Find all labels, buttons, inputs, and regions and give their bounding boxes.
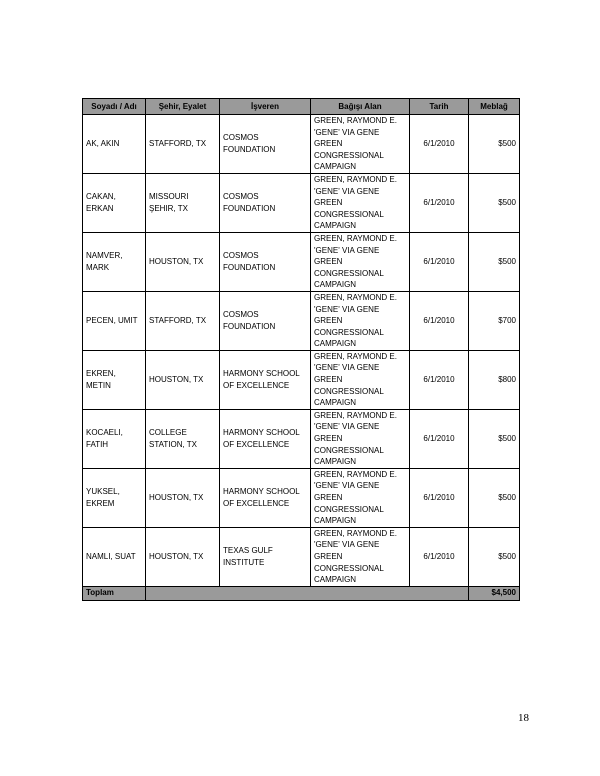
header-date: Tarih — [410, 99, 469, 115]
cell-amount: $500 — [469, 115, 520, 174]
cell-date: 6/1/2010 — [410, 409, 469, 468]
cell-name: EKREN, METIN — [83, 350, 146, 409]
cell-employer: COSMOS FOUNDATION — [220, 115, 311, 174]
header-amount: Meblağ — [469, 99, 520, 115]
cell-recipient: GREEN, RAYMOND E. 'GENE' VIA GENE GREEN CONGRESSIONAL CAMPAIGN — [311, 173, 410, 232]
cell-recipient: GREEN, RAYMOND E. 'GENE' VIA GENE GREEN CONGRESSIONAL CAMPAIGN — [311, 291, 410, 350]
cell-amount: $500 — [469, 468, 520, 527]
total-label: Toplam — [83, 586, 146, 600]
cell-city: COLLEGE STATION, TX — [146, 409, 220, 468]
cell-city: HOUSTON, TX — [146, 232, 220, 291]
cell-amount: $700 — [469, 291, 520, 350]
cell-name: YUKSEL, EKREM — [83, 468, 146, 527]
cell-recipient: GREEN, RAYMOND E. 'GENE' VIA GENE GREEN CONGRESSIONAL CAMPAIGN — [311, 468, 410, 527]
table-row — [83, 291, 520, 350]
header-recipient: Bağışı Alan — [311, 99, 410, 115]
header-city: Şehir, Eyalet — [146, 99, 220, 115]
cell-name: NAMLI, SUAT — [83, 527, 146, 586]
cell-recipient: GREEN, RAYMOND E. 'GENE' VIA GENE GREEN CONGRESSIONAL CAMPAIGN — [311, 232, 410, 291]
table-row — [83, 527, 520, 586]
table-row — [83, 232, 520, 291]
cell-name: KOCAELI, FATIH — [83, 409, 146, 468]
header-name: Soyadı / Adı — [83, 99, 146, 115]
cell-date: 6/1/2010 — [410, 232, 469, 291]
cell-amount: $500 — [469, 409, 520, 468]
table-row — [83, 409, 520, 468]
cell-recipient: GREEN, RAYMOND E. 'GENE' VIA GENE GREEN CONGRESSIONAL CAMPAIGN — [311, 527, 410, 586]
cell-recipient: GREEN, RAYMOND E. 'GENE' VIA GENE GREEN CONGRESSIONAL CAMPAIGN — [311, 115, 410, 174]
cell-date: 6/1/2010 — [410, 527, 469, 586]
cell-date: 6/1/2010 — [410, 350, 469, 409]
cell-city: MISSOURI ŞEHIR, TX — [146, 173, 220, 232]
cell-employer: HARMONY SCHOOL OF EXCELLENCE — [220, 350, 311, 409]
cell-employer: COSMOS FOUNDATION — [220, 232, 311, 291]
cell-name: NAMVER, MARK — [83, 232, 146, 291]
cell-city: HOUSTON, TX — [146, 350, 220, 409]
cell-city: HOUSTON, TX — [146, 527, 220, 586]
total-spacer — [146, 586, 469, 600]
table-row — [83, 468, 520, 527]
cell-employer: COSMOS FOUNDATION — [220, 291, 311, 350]
cell-date: 6/1/2010 — [410, 291, 469, 350]
cell-date: 6/1/2010 — [410, 173, 469, 232]
table-row — [83, 173, 520, 232]
table-header-row — [83, 99, 520, 115]
cell-employer: TEXAS GULF INSTITUTE — [220, 527, 311, 586]
cell-date: 6/1/2010 — [410, 115, 469, 174]
header-employer: İşveren — [220, 99, 311, 115]
cell-recipient: GREEN, RAYMOND E. 'GENE' VIA GENE GREEN CONGRESSIONAL CAMPAIGN — [311, 409, 410, 468]
table-row — [83, 350, 520, 409]
cell-city: STAFFORD, TX — [146, 291, 220, 350]
cell-recipient: GREEN, RAYMOND E. 'GENE' VIA GENE GREEN CONGRESSIONAL CAMPAIGN — [311, 350, 410, 409]
total-row — [83, 586, 520, 600]
cell-employer: COSMOS FOUNDATION — [220, 173, 311, 232]
cell-city: HOUSTON, TX — [146, 468, 220, 527]
page-number: 18 — [518, 712, 529, 724]
table-row — [83, 115, 520, 174]
cell-name: AK, AKIN — [83, 115, 146, 174]
cell-name: CAKAN, ERKAN — [83, 173, 146, 232]
cell-city: STAFFORD, TX — [146, 115, 220, 174]
total-amount: $4,500 — [469, 586, 520, 600]
cell-amount: $800 — [469, 350, 520, 409]
cell-date: 6/1/2010 — [410, 468, 469, 527]
cell-name: PECEN, UMIT — [83, 291, 146, 350]
cell-amount: $500 — [469, 527, 520, 586]
cell-amount: $500 — [469, 173, 520, 232]
contributions-table — [82, 98, 520, 601]
cell-amount: $500 — [469, 232, 520, 291]
cell-employer: HARMONY SCHOOL OF EXCELLENCE — [220, 409, 311, 468]
cell-employer: HARMONY SCHOOL OF EXCELLENCE — [220, 468, 311, 527]
